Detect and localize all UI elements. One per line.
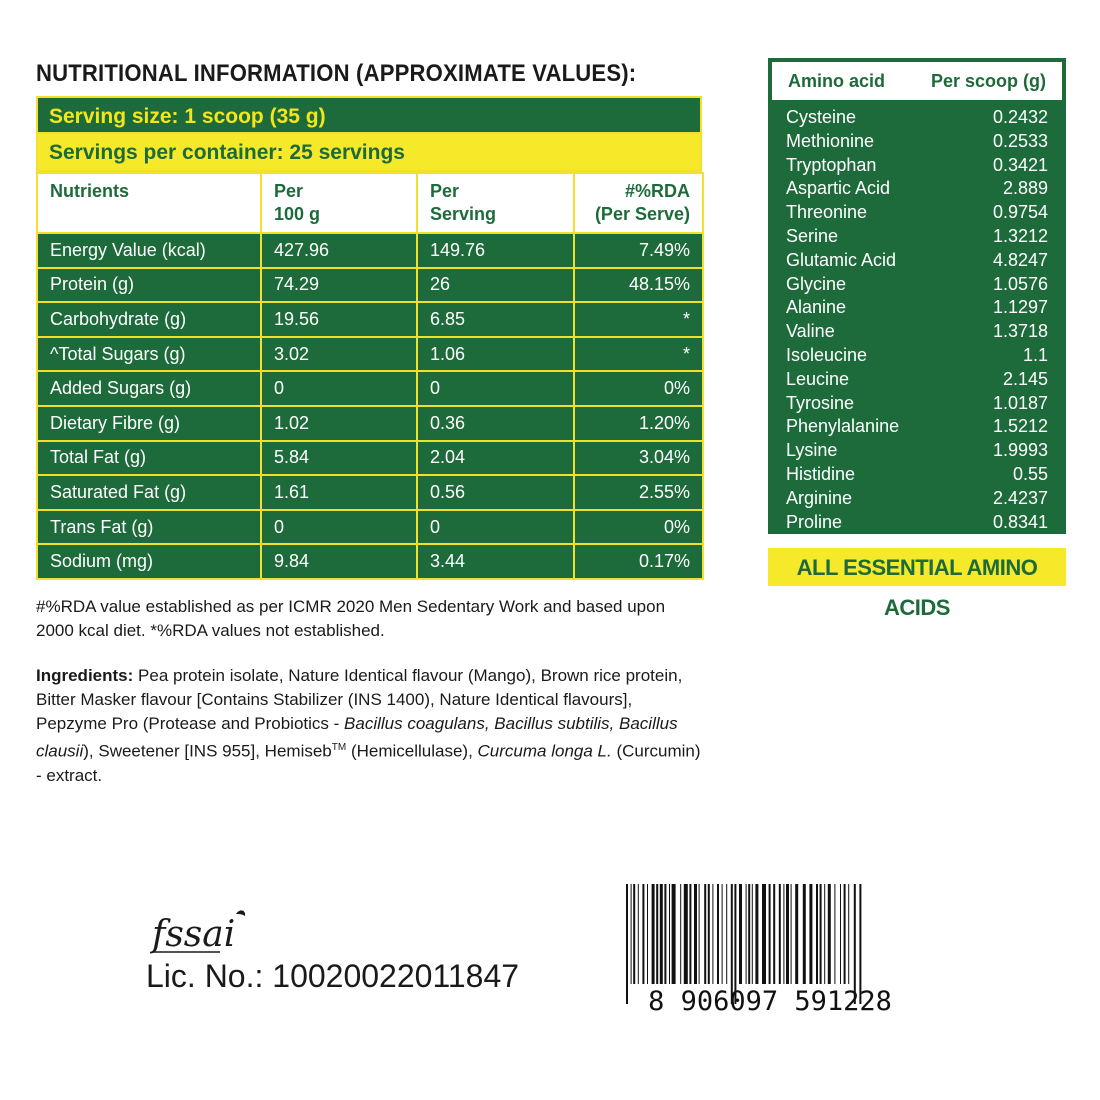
- amino-name: Tyrosine: [786, 392, 855, 413]
- barcode-bar: [824, 884, 825, 984]
- nutrient-value: 0: [417, 510, 574, 545]
- amino-row: [786, 344, 1048, 368]
- amino-name: Isoleucine: [786, 344, 868, 365]
- nutrient-value: *: [574, 337, 703, 372]
- ingredients-label: Ingredients:: [36, 666, 134, 685]
- barcode-bar: [840, 884, 841, 984]
- amino-row: [786, 487, 1048, 511]
- ingredients-part: (Curcumin) - extract.: [36, 741, 701, 785]
- nutrient-value: 1.06: [417, 337, 574, 372]
- amino-name: Aspartic Acid: [786, 178, 891, 199]
- servings-per-container: Servings per container: 25 servings: [36, 134, 702, 172]
- nutrition-row: [37, 510, 703, 545]
- barcode-bar: [779, 884, 781, 984]
- ingredients-italic: Curcuma longa L.: [477, 741, 612, 761]
- ingredients-part: ), Sweetener [INS 955], Hemiseb: [83, 741, 332, 761]
- amino-row: [786, 106, 1048, 130]
- barcode-bar: [669, 884, 670, 984]
- license-number: Lic. No.: 10020022011847: [146, 958, 520, 994]
- amino-name: Glutamic Acid: [786, 249, 897, 270]
- barcode-bar: [786, 884, 789, 984]
- nutrient-name: Dietary Fibre (g): [37, 406, 261, 441]
- nutrient-name: Total Fat (g): [37, 441, 261, 476]
- amino-name: Proline: [786, 511, 843, 532]
- amino-value: 0.3421: [992, 154, 1048, 175]
- nutrient-value: 3.04%: [574, 441, 703, 476]
- amino-header-name: Amino acid: [788, 70, 886, 91]
- amino-row: [786, 225, 1048, 249]
- barcode-bar: [795, 884, 798, 984]
- amino-name: Alanine: [786, 297, 847, 318]
- amino-row: [786, 177, 1048, 201]
- amino-name: Arginine: [786, 487, 853, 508]
- amino-name: Phenylalanine: [786, 416, 900, 437]
- barcode-bar: [656, 884, 658, 984]
- barcode-bar: [704, 884, 706, 984]
- amino-value: 0.2432: [992, 107, 1048, 127]
- barcode-bar: [684, 884, 688, 984]
- nutrition-row: [37, 268, 703, 303]
- barcode-bar: [726, 884, 727, 984]
- nutrition-table: [36, 172, 704, 580]
- amino-value: 4.8247: [992, 249, 1048, 270]
- barcode-bar: [773, 884, 775, 984]
- barcode-bar: [680, 884, 681, 984]
- nutrient-name: ^Total Sugars (g): [37, 337, 261, 372]
- barcode-bar: [748, 884, 750, 984]
- serving-size: Serving size: 1 scoop (35 g): [36, 96, 702, 134]
- nutrient-name: Trans Fat (g): [37, 510, 261, 545]
- amino-row: [786, 296, 1048, 320]
- barcode-bar: [689, 884, 691, 984]
- nutrient-value: 5.84: [261, 441, 417, 476]
- amino-name: Tryptophan: [786, 154, 877, 175]
- barcode-bar: [631, 884, 632, 984]
- amino-row: [786, 201, 1048, 225]
- amino-value: 1.0576: [992, 273, 1048, 294]
- nutrient-name: Carbohydrate (g): [37, 302, 261, 337]
- nutrition-row: [37, 233, 703, 268]
- nutrient-value: 0: [261, 510, 417, 545]
- nutrient-value: 0.56: [417, 475, 574, 510]
- barcode-bar: [816, 884, 818, 984]
- trademark-mark: TM: [331, 742, 347, 753]
- barcode-bar: [708, 884, 710, 984]
- barcode-bar: [769, 884, 771, 984]
- barcode-bar: [809, 884, 812, 984]
- barcode-number: 8 906097 591228: [648, 986, 892, 1014]
- amino-row: [786, 320, 1048, 344]
- nutrition-row: [37, 475, 703, 510]
- amino-name: Glycine: [786, 273, 847, 294]
- barcode-bar: [660, 884, 663, 984]
- amino-row: [786, 439, 1048, 463]
- barcode-bar: [694, 884, 697, 984]
- barcode-bar: [834, 884, 835, 984]
- amino-row: [786, 249, 1048, 273]
- nutrient-name: Protein (g): [37, 268, 261, 303]
- amino-value: 1.5212: [992, 416, 1048, 437]
- amino-value: 2.4237: [992, 487, 1048, 508]
- nutrition-panel: [36, 96, 702, 580]
- barcode-bar: [664, 884, 666, 984]
- nutrient-value: *: [574, 302, 703, 337]
- amino-list: [770, 102, 1064, 534]
- barcode-bar: [633, 884, 635, 984]
- nutrition-row: [37, 544, 703, 579]
- barcode-bar: [755, 884, 758, 984]
- amino-row: [786, 130, 1048, 154]
- amino-row: [786, 463, 1048, 487]
- amino-value: 1.9993: [992, 440, 1048, 461]
- nutrition-row: [37, 302, 703, 337]
- amino-value: 1.3212: [992, 225, 1048, 246]
- amino-name: Methionine: [786, 130, 875, 151]
- nutrient-value: 1.61: [261, 475, 417, 510]
- amino-value: 0.9754: [992, 202, 1048, 223]
- barcode-bar: [762, 884, 766, 984]
- svg-text:fssai: fssai: [152, 914, 236, 955]
- amino-header-value: Per scoop (g): [930, 70, 1046, 91]
- nutrient-value: 48.15%: [574, 268, 703, 303]
- nutrition-header-cell: #%RDA (Per Serve): [574, 173, 703, 233]
- amino-value: 1.1297: [992, 297, 1048, 318]
- nutrient-value: 1.02: [261, 406, 417, 441]
- amino-value: 1.0187: [992, 392, 1048, 413]
- barcode-bar: [652, 884, 655, 984]
- barcode-bar: [717, 884, 719, 984]
- nutrient-value: 19.56: [261, 302, 417, 337]
- nutrient-value: 0.17%: [574, 544, 703, 579]
- nutrient-value: 2.55%: [574, 475, 703, 510]
- amino-name: Cysteine: [786, 107, 857, 127]
- barcode-bar: [828, 884, 831, 984]
- amino-value: 2.889: [1002, 178, 1048, 199]
- barcode-bar: [739, 884, 742, 984]
- essential-amino-banner: ALL ESSENTIAL AMINO ACIDS: [768, 548, 1066, 586]
- nutrition-header-cell: Per Serving: [417, 173, 574, 233]
- amino-name: Leucine: [786, 368, 850, 389]
- ingredients-italic: Bacillus coagulans, Bacillus subtilis, Bacillus clausii: [36, 714, 678, 761]
- ingredients-part: Pea protein isolate, Nature Identical flavour (Mango), Brown rice protein, Bitter Masker flavour [Contains Stabilizer (INS 1400), Nature Identical flavours], Pepzyme Pro (Protease and Probiotics -: [36, 666, 683, 733]
- nutrient-value: 149.76: [417, 233, 574, 268]
- nutrition-row: [37, 441, 703, 476]
- nutrient-name: Sodium (mg): [37, 544, 261, 579]
- nutrition-row: [37, 406, 703, 441]
- barcode-bar: [647, 884, 648, 984]
- nutrient-name: Energy Value (kcal): [37, 233, 261, 268]
- barcode-bar: [626, 884, 628, 1004]
- nutrient-value: 427.96: [261, 233, 417, 268]
- barcode-bar: [712, 884, 713, 984]
- barcode-icon: [598, 884, 943, 1014]
- barcode-bar: [848, 884, 849, 984]
- page-title: NUTRITIONAL INFORMATION (APPROXIMATE VALUES):: [36, 60, 637, 87]
- barcode-bar: [638, 884, 639, 984]
- nutrient-value: 7.49%: [574, 233, 703, 268]
- nutrition-header-cell: Nutrients: [37, 173, 261, 233]
- fssai-logo-icon: [150, 908, 250, 958]
- amino-value: 2.145: [1002, 368, 1048, 389]
- nutrient-value: 26: [417, 268, 574, 303]
- ingredients-part: (Hemicellulase),: [346, 741, 478, 761]
- barcode-bar: [746, 884, 747, 984]
- nutrient-value: 0.36: [417, 406, 574, 441]
- nutrient-value: 0: [417, 371, 574, 406]
- amino-value: 0.8341: [992, 511, 1048, 532]
- barcode-bar: [642, 884, 644, 984]
- nutrient-name: Saturated Fat (g): [37, 475, 261, 510]
- barcode-bar: [791, 884, 792, 984]
- nutrient-value: 0%: [574, 371, 703, 406]
- barcode-bar: [699, 884, 700, 984]
- amino-name: Threonine: [786, 202, 868, 223]
- nutrient-value: 1.20%: [574, 406, 703, 441]
- barcode-bar: [844, 884, 846, 984]
- amino-value: 1.1: [1022, 344, 1048, 365]
- amino-row: [786, 415, 1048, 439]
- nutrition-row: [37, 337, 703, 372]
- amino-name: Histidine: [786, 463, 856, 484]
- amino-acid-table: [768, 58, 1066, 534]
- barcode-bar: [803, 884, 806, 984]
- nutrition-header-cell: Per 100 g: [261, 173, 417, 233]
- barcode-bar: [783, 884, 784, 984]
- barcode-bar: [672, 884, 676, 984]
- amino-row: [786, 154, 1048, 178]
- amino-value: 0.2533: [992, 130, 1048, 151]
- nutrient-value: 3.02: [261, 337, 417, 372]
- amino-name: Valine: [786, 321, 835, 342]
- nutrient-value: 3.44: [417, 544, 574, 579]
- barcode-bar: [722, 884, 723, 984]
- nutrient-value: 2.04: [417, 441, 574, 476]
- nutrient-value: 74.29: [261, 268, 417, 303]
- amino-name: Serine: [786, 225, 839, 246]
- nutrition-row: [37, 371, 703, 406]
- amino-row: [786, 392, 1048, 416]
- rda-footnote: #%RDA value established as per ICMR 2020 Men Sedentary Work and based upon 2000 kcal diet. *%RDA values not established.: [36, 597, 666, 640]
- amino-row: [786, 273, 1048, 297]
- nutrient-value: 0%: [574, 510, 703, 545]
- amino-row: [786, 511, 1048, 535]
- barcode-bar: [752, 884, 753, 984]
- amino-row: [786, 368, 1048, 392]
- nutrient-value: 6.85: [417, 302, 574, 337]
- nutrient-value: 0: [261, 371, 417, 406]
- barcode-bar: [820, 884, 822, 984]
- amino-name: Lysine: [786, 440, 838, 461]
- amino-header: [772, 62, 1062, 100]
- amino-value: 0.55: [1012, 463, 1048, 484]
- nutrient-value: 9.84: [261, 544, 417, 579]
- nutrient-name: Added Sugars (g): [37, 371, 261, 406]
- ingredients-text: [36, 664, 706, 788]
- amino-value: 1.3718: [992, 321, 1048, 342]
